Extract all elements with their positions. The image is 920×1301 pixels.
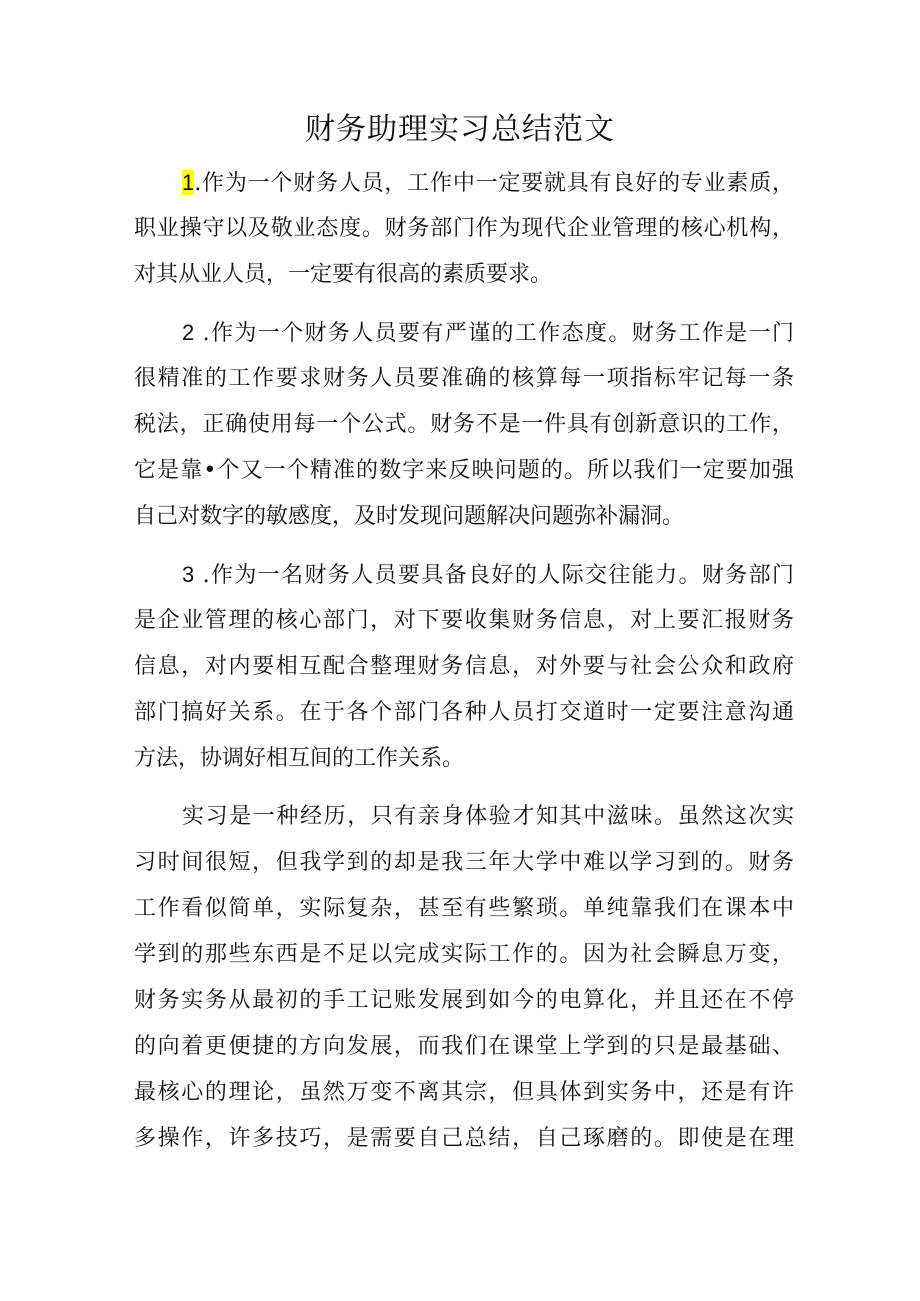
line-text: .作为一个财务人员，工作中一定要就具有良好的专业素质， xyxy=(194,171,794,196)
paragraph-line: 对其从业人员，一定要有很高的素质要求。 xyxy=(134,262,553,287)
paragraph-line xyxy=(134,552,794,598)
paragraph-line: 税法，正确使用每一个公式。财务不是一件具有创新意识的工作， xyxy=(134,412,794,437)
paragraph-2 xyxy=(134,310,794,540)
paragraph-line: 它是靠•个又一个精准的数字来反映问题的。所以我们一定要加强 xyxy=(134,458,794,483)
paragraph-line: 信息，对内要相互配合整理财务信息，对外要与社会公众和政府 xyxy=(134,654,794,679)
paragraph-line: 学到的那些东西是不足以完成实际工作的。因为社会瞬息万变， xyxy=(134,942,794,967)
document-body xyxy=(134,160,794,1174)
paragraph-line: 方法，协调好相互间的工作关系。 xyxy=(134,746,465,771)
paragraph-line: 部门搞好关系。在于各个部门各种人员打交道时一定要注意沟通 xyxy=(134,700,794,725)
paragraph-line: 财务实务从最初的手工记账发展到如今的电算化，并且还在不停 xyxy=(134,988,794,1013)
paragraph-line: 是企业管理的核心部门，对下要收集财务信息，对上要汇报财务 xyxy=(134,608,794,633)
paragraph-number: 3 xyxy=(182,562,195,587)
paragraph-line: 实习是一种经历，只有亲身体验才知其中滋味。虽然这次实 xyxy=(182,804,794,829)
paragraph-line: 职业操守以及敬业态度。财务部门作为现代企业管理的核心机构， xyxy=(134,216,794,241)
paragraph-line: 习时间很短，但我学到的却是我三年大学中难以学习到的。财务 xyxy=(134,850,794,875)
paragraph-line: 多操作，许多技巧，是需要自己总结，自己琢磨的。即使是在理 xyxy=(134,1126,794,1151)
line-text: .作为一个财务人员要有严谨的工作态度。财务工作是一门 xyxy=(194,321,794,346)
paragraph-line: 工作看似简单，实际复杂，甚至有些繁琐。单纯靠我们在课本中 xyxy=(134,896,794,921)
paragraph-1 xyxy=(134,160,794,298)
paragraph-line xyxy=(134,310,794,356)
document-title: 财务助理实习总结范文 xyxy=(305,112,615,147)
paragraph-3 xyxy=(134,552,794,782)
line-text: .作为一名财务人员要具备良好的人际交往能力。财务部门 xyxy=(194,563,794,588)
paragraph-line: 最核心的理论，虽然万变不离其宗，但具体到实务中，还是有许 xyxy=(134,1080,794,1105)
paragraph-number: 2 xyxy=(182,320,195,345)
paragraph-line xyxy=(134,160,794,206)
highlighted-number: 1 xyxy=(182,170,195,195)
paragraph-line: 自己对数字的敏感度，及时发现问题解决问题弥补漏洞。 xyxy=(134,504,685,529)
paragraph-4 xyxy=(134,794,794,1162)
paragraph-line: 的向着更便捷的方向发展，而我们在课堂上学到的只是最基础、 xyxy=(134,1034,794,1059)
paragraph-line: 很精准的工作要求财务人员要准确的核算每一项指标牢记每一条 xyxy=(134,366,794,391)
